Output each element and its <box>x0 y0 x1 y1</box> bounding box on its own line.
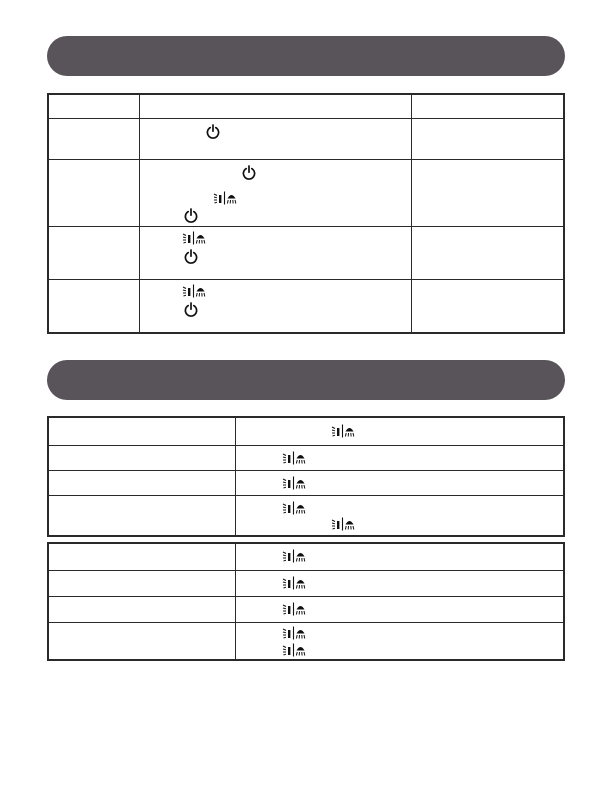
table-cell <box>139 160 411 226</box>
power-icon <box>184 302 198 317</box>
table-row <box>49 445 563 470</box>
table-cell <box>49 280 139 332</box>
mode-toggle-icon <box>282 576 307 590</box>
table-cell <box>139 280 411 332</box>
table-header-row <box>49 95 563 118</box>
table-cell <box>235 446 563 470</box>
table-row <box>49 544 563 570</box>
table-cell <box>235 623 563 659</box>
troubleshooting-table <box>47 93 565 334</box>
table-cell <box>411 227 563 279</box>
table-cell <box>139 119 411 159</box>
table-cell <box>49 544 235 570</box>
power-icon <box>206 124 220 139</box>
table-cell <box>235 418 563 445</box>
table-cell <box>49 119 139 159</box>
table-row <box>49 596 563 622</box>
table-cell <box>49 418 235 445</box>
mode-toggle-icon <box>282 501 307 515</box>
mode-toggle-icon <box>282 451 307 465</box>
table-cell <box>139 227 411 279</box>
mode-toggle-icon <box>182 284 207 298</box>
table-cell <box>49 496 235 535</box>
mode-toggle-icon <box>331 424 356 438</box>
table-row <box>49 279 563 332</box>
table-cell <box>411 280 563 332</box>
table-row <box>49 418 563 445</box>
power-icon <box>184 208 198 223</box>
table-cell <box>49 160 139 226</box>
mode-toggle-icon <box>282 602 307 616</box>
mode-toggle-icon <box>282 626 307 640</box>
table-cell <box>49 623 235 659</box>
table-row <box>49 470 563 495</box>
mode-toggle-icon <box>282 549 307 563</box>
table-row <box>49 118 563 159</box>
table-row <box>49 159 563 226</box>
section-header-banner-bottom <box>47 360 565 400</box>
mode-toggle-icon <box>182 231 207 245</box>
power-icon <box>184 249 198 264</box>
mode-toggle-icon <box>331 517 356 531</box>
table-cell <box>49 227 139 279</box>
section-header-banner-top <box>47 36 565 76</box>
table-cell <box>49 597 235 622</box>
table-row <box>49 570 563 596</box>
power-icon <box>242 165 256 180</box>
table-cell <box>235 544 563 570</box>
table-cell <box>411 119 563 159</box>
table-cell <box>235 496 563 535</box>
mode-toggle-icon <box>282 643 307 657</box>
table-cell <box>235 597 563 622</box>
table-cell <box>411 160 563 226</box>
mode-table-lower <box>47 542 565 661</box>
mode-toggle-icon <box>213 191 238 205</box>
header-cell <box>139 95 411 118</box>
table-cell <box>49 446 235 470</box>
table-cell <box>49 471 235 495</box>
table-cell <box>235 571 563 596</box>
mode-table-upper <box>47 416 565 537</box>
table-row <box>49 622 563 659</box>
header-cell <box>411 95 563 118</box>
table-row <box>49 226 563 279</box>
mode-toggle-icon <box>282 476 307 490</box>
table-cell <box>49 571 235 596</box>
table-row <box>49 495 563 535</box>
table-cell <box>235 471 563 495</box>
header-cell <box>49 95 139 118</box>
